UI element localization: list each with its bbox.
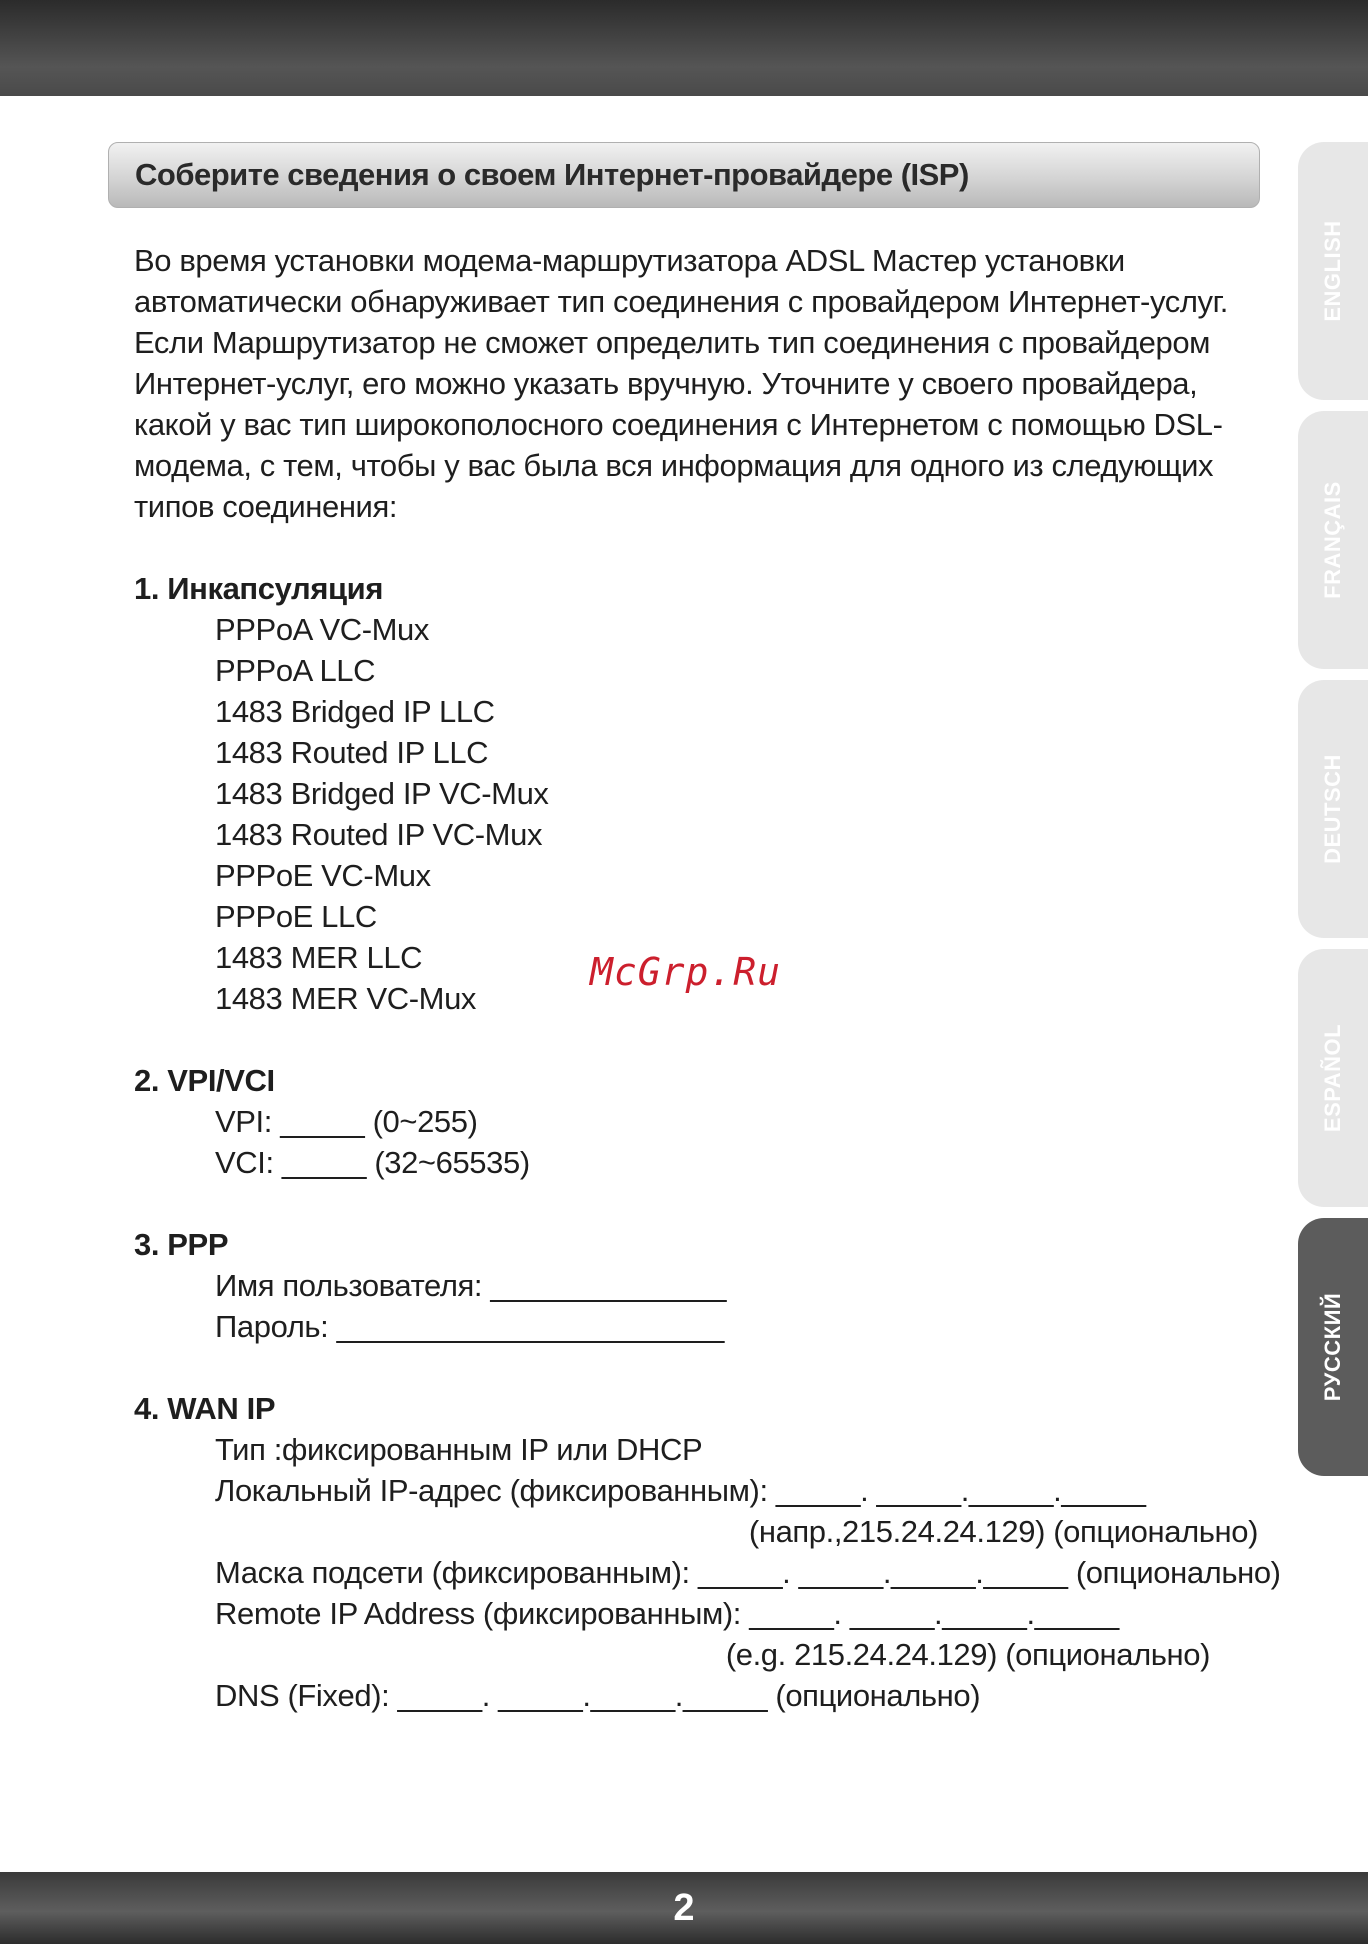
local-ip-field: Локальный IP-адрес (фиксированным): _____. _____._____._____	[215, 1473, 1146, 1508]
vpi-field: VPI: _____ (0~255)	[215, 1104, 478, 1139]
tab-french-label: FRANÇAIS	[1320, 481, 1345, 599]
encapsulation-item: PPPoA LLC	[215, 653, 376, 688]
encapsulation-heading: 1. Инкапсуляция	[134, 571, 384, 606]
vpi-vci-heading: 2. VPI/VCI	[134, 1063, 275, 1098]
encapsulation-item: 1483 MER VC-Mux	[215, 981, 477, 1016]
wan-ip-section	[134, 1388, 1281, 1716]
local-ip-example: (напр.,215.24.24.129) (опционально)	[748, 1514, 1258, 1549]
tab-german[interactable]	[1298, 680, 1368, 938]
page-number: 2	[673, 1887, 695, 1929]
intro-line: типов соединения:	[134, 489, 398, 524]
remote-ip-example: (e.g. 215.24.24.129) (опционально)	[725, 1637, 1210, 1672]
encapsulation-item: 1483 MER LLC	[215, 940, 423, 975]
tab-russian-label: РУССКИЙ	[1320, 1292, 1345, 1402]
page-title: Соберите сведения о своем Интернет-провайдере (ISP)	[135, 157, 969, 192]
intro-line: Если Маршрутизатор не сможет определить тип соединения с провайдером	[134, 325, 1211, 360]
ppp-heading: 3. PPP	[134, 1227, 229, 1262]
encapsulation-item: 1483 Routed IP VC-Mux	[215, 817, 543, 852]
encapsulation-item: PPPoE VC-Mux	[215, 858, 431, 893]
encapsulation-item: 1483 Bridged IP LLC	[215, 694, 495, 729]
tab-russian[interactable]	[1298, 1218, 1368, 1476]
intro-line: Во время установки модема-маршрутизатора ADSL Мастер установки	[134, 243, 1125, 278]
encapsulation-item: PPPoA VC-Mux	[215, 612, 430, 647]
wan-ip-heading: 4. WAN IP	[134, 1391, 276, 1426]
encapsulation-item: 1483 Bridged IP VC-Mux	[215, 776, 549, 811]
tab-english-label: ENGLISH	[1320, 220, 1345, 322]
section-header-bar	[108, 142, 1260, 208]
tab-spanish-label: ESPAÑOL	[1320, 1023, 1345, 1133]
encapsulation-item: PPPoE LLC	[215, 899, 377, 934]
encapsulation-item: 1483 Routed IP LLC	[215, 735, 489, 770]
subnet-mask-field: Маска подсети (фиксированным): _____. _____._____._____ (опционально)	[215, 1555, 1281, 1590]
intro-paragraph	[134, 240, 1264, 527]
watermark-text: McGrp.Ru	[590, 950, 782, 994]
intro-line: модема, с тем, чтобы у вас была вся информация для одного из следующих	[134, 448, 1214, 483]
remote-ip-field: Remote IP Address (фиксированным): _____. _____._____._____	[215, 1596, 1119, 1631]
dns-field: DNS (Fixed): _____. _____._____._____ (опционально)	[215, 1678, 981, 1713]
tab-french[interactable]	[1298, 411, 1368, 669]
wan-type-line: Тип :фиксированным IP или DHCP	[215, 1432, 703, 1467]
tab-german-label: DEUTSCH	[1320, 754, 1345, 864]
tab-english[interactable]	[1298, 142, 1368, 400]
ppp-section	[134, 1224, 1264, 1347]
intro-line: автоматически обнаруживает тип соединения с провайдером Интернет-услуг.	[134, 284, 1228, 319]
intro-line: какой у вас тип широкополосного соединения с Интернетом с помощью DSL-	[134, 407, 1223, 442]
password-field: Пароль: _______________________	[215, 1309, 724, 1344]
tab-spanish[interactable]	[1298, 949, 1368, 1207]
vpi-vci-section	[134, 1060, 1264, 1183]
username-field: Имя пользователя: ______________	[215, 1268, 727, 1303]
vci-field: VCI: _____ (32~65535)	[215, 1145, 530, 1180]
intro-line: Интернет-услуг, его можно указать вручную. Уточните у своего провайдера,	[134, 366, 1198, 401]
top-banner	[0, 0, 1368, 96]
